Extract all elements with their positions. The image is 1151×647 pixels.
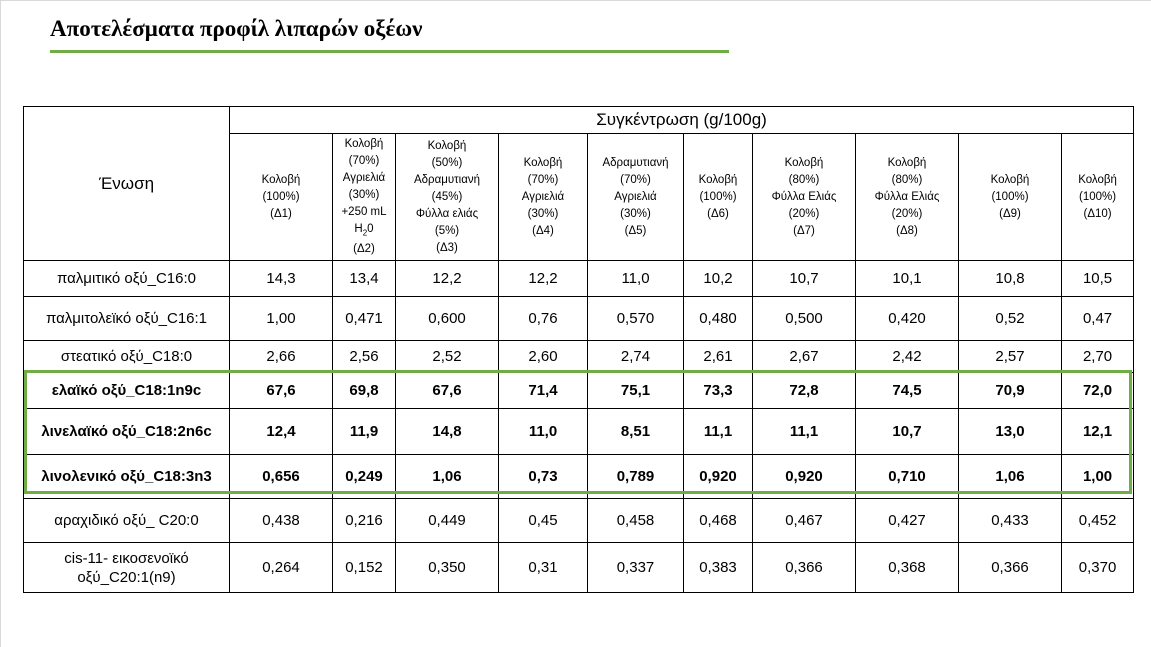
- table-row: [24, 455, 1134, 499]
- sample-header-line: +250 mL: [341, 205, 387, 218]
- slide-frame-left: [0, 0, 1, 647]
- sample-column-header: [230, 134, 333, 261]
- compound-name-cell: παλμιτολεϊκό οξύ_C16:1: [24, 297, 230, 341]
- compound-name-cell: αραχιδικό οξύ_ C20:0: [24, 499, 230, 543]
- concentration-header: Συγκέντρωση (g/100g): [230, 107, 1134, 134]
- value-cell: 11,0: [499, 409, 588, 455]
- value-cell: 0,366: [753, 543, 856, 593]
- slide-frame-top: [0, 0, 1151, 1]
- sample-header-line: (70%): [348, 154, 380, 167]
- value-cell: 13,0: [959, 409, 1062, 455]
- sample-header-line: (Δ7): [793, 224, 815, 237]
- value-cell: 13,4: [333, 261, 396, 297]
- sample-header-line: Κολοβή: [698, 173, 738, 186]
- slide-title: Αποτελέσματα προφίλ λιπαρών οξέων: [50, 16, 423, 41]
- value-cell: 10,1: [856, 261, 959, 297]
- table-row: [24, 543, 1134, 593]
- sample-header-line: (Δ5): [624, 224, 647, 237]
- value-cell: 0,458: [588, 499, 684, 543]
- sample-header-line: (50%): [431, 156, 463, 169]
- water-subscript: 2: [362, 228, 368, 238]
- sample-header-line: (80%): [788, 173, 820, 186]
- sample-column-header: [753, 134, 856, 261]
- sample-header-line: (5%): [434, 224, 460, 237]
- table-row: [24, 261, 1134, 297]
- table-row: [24, 409, 1134, 455]
- value-cell: 0,45: [499, 499, 588, 543]
- sample-header-line: Κολοβή: [990, 173, 1030, 186]
- value-cell: 12,2: [396, 261, 499, 297]
- compound-name-line: cis-11- εικοσενοϊκό: [64, 549, 189, 567]
- value-cell: 2,56: [333, 341, 396, 373]
- value-cell: 67,6: [230, 373, 333, 409]
- value-cell: 0,47: [1062, 297, 1134, 341]
- title-underline: [50, 50, 729, 53]
- sample-header-line: (Δ2): [353, 243, 375, 256]
- sample-header-line: Αγριελιά: [614, 190, 657, 203]
- sample-header-line: (30%): [527, 207, 559, 220]
- value-cell: 0,467: [753, 499, 856, 543]
- value-cell: 0,368: [856, 543, 959, 593]
- value-cell: 0,366: [959, 543, 1062, 593]
- value-cell: 74,5: [856, 373, 959, 409]
- value-cell: 12,1: [1062, 409, 1134, 455]
- sample-header-line: (20%): [788, 207, 820, 220]
- sample-header-line: Φύλλα Ελιάς: [874, 190, 940, 203]
- value-cell: 0,31: [499, 543, 588, 593]
- value-cell: 71,4: [499, 373, 588, 409]
- sample-header-line: (30%): [620, 207, 651, 220]
- value-cell: 0,920: [753, 455, 856, 499]
- compound-name-cell: παλμιτικό οξύ_C16:0: [24, 261, 230, 297]
- value-cell: 72,0: [1062, 373, 1134, 409]
- sample-header-line: Κολοβή: [1078, 173, 1117, 186]
- value-cell: 0,249: [333, 455, 396, 499]
- value-cell: 73,3: [684, 373, 753, 409]
- sample-header-line: (70%): [527, 173, 559, 186]
- sample-header-line: (Δ3): [436, 241, 458, 254]
- sample-column-header: [1062, 134, 1134, 261]
- value-cell: 2,67: [753, 341, 856, 373]
- compound-name-cell: λινολενικό οξύ_C18:3n3: [24, 455, 230, 499]
- sample-header-line: (Δ6): [707, 207, 729, 220]
- sample-column-header: [856, 134, 959, 261]
- value-cell: 1,00: [1062, 455, 1134, 499]
- value-cell: 10,5: [1062, 261, 1134, 297]
- value-cell: 0,920: [684, 455, 753, 499]
- sample-header-line: (100%): [991, 190, 1029, 203]
- value-cell: 2,66: [230, 341, 333, 373]
- value-cell: 0,452: [1062, 499, 1134, 543]
- value-cell: 0,370: [1062, 543, 1134, 593]
- value-cell: 72,8: [753, 373, 856, 409]
- sample-header-line: Φύλλα ελιάς: [415, 207, 479, 220]
- sample-column-header: [333, 134, 396, 261]
- fatty-acid-results-table: [23, 106, 1134, 593]
- value-cell: 12,2: [499, 261, 588, 297]
- value-cell: 11,9: [333, 409, 396, 455]
- sample-header-line: Αγριελιά: [342, 171, 386, 184]
- value-cell: 1,06: [396, 455, 499, 499]
- sample-header-line: Κολοβή: [784, 156, 824, 169]
- sample-header-line: Κολοβή: [887, 156, 927, 169]
- sample-column-header: [959, 134, 1062, 261]
- value-cell: 8,51: [588, 409, 684, 455]
- sample-header-line: (45%): [431, 190, 463, 203]
- compound-name-cell: στεατικό οξύ_C18:0: [24, 341, 230, 373]
- sample-header-line: (100%): [1079, 190, 1117, 203]
- sample-header-line: Αγριελιά: [521, 190, 565, 203]
- value-cell: 10,7: [856, 409, 959, 455]
- compound-column-header: Ένωση: [24, 107, 230, 261]
- value-cell: 11,1: [753, 409, 856, 455]
- value-cell: 2,60: [499, 341, 588, 373]
- sample-header-line: (100%): [262, 190, 300, 203]
- sample-header-line: (Δ9): [999, 207, 1021, 220]
- compound-name-line: οξύ_C20:1(n9): [77, 568, 176, 586]
- value-cell: 11,0: [588, 261, 684, 297]
- value-cell: 0,480: [684, 297, 753, 341]
- sample-column-header: [588, 134, 684, 261]
- value-cell: 0,216: [333, 499, 396, 543]
- value-cell: 0,76: [499, 297, 588, 341]
- compound-name-cell: [24, 543, 230, 593]
- sample-header-line: (100%): [699, 190, 737, 203]
- value-cell: 0,52: [959, 297, 1062, 341]
- sample-header-line: (80%): [891, 173, 923, 186]
- sample-header-line: Κολοβή: [261, 173, 301, 186]
- value-cell: 0,264: [230, 543, 333, 593]
- sample-header-line: Αδραμυτιανή: [602, 156, 669, 169]
- value-cell: 0,500: [753, 297, 856, 341]
- sample-column-header: [499, 134, 588, 261]
- value-cell: 67,6: [396, 373, 499, 409]
- table-row: [24, 341, 1134, 373]
- value-cell: 0,449: [396, 499, 499, 543]
- value-cell: 14,3: [230, 261, 333, 297]
- value-cell: 14,8: [396, 409, 499, 455]
- sample-header-line: (70%): [620, 173, 651, 186]
- table-row: [24, 373, 1134, 409]
- sample-header-line: (Δ1): [270, 207, 292, 220]
- value-cell: 0,656: [230, 455, 333, 499]
- value-cell: 0,710: [856, 455, 959, 499]
- value-cell: 2,70: [1062, 341, 1134, 373]
- sample-header-line: Κολοβή: [523, 156, 563, 169]
- value-cell: 2,57: [959, 341, 1062, 373]
- sample-header-line: (30%): [348, 188, 380, 201]
- table-row: [24, 297, 1134, 341]
- value-cell: 10,8: [959, 261, 1062, 297]
- compound-name-cell: ελαϊκό οξύ_C18:1n9c: [24, 373, 230, 409]
- value-cell: 0,350: [396, 543, 499, 593]
- value-cell: 0,600: [396, 297, 499, 341]
- value-cell: 0,337: [588, 543, 684, 593]
- value-cell: 75,1: [588, 373, 684, 409]
- sample-header-line: Φύλλα Ελιάς: [771, 190, 837, 203]
- value-cell: 2,74: [588, 341, 684, 373]
- sample-header-line: $H_20$: [354, 222, 374, 238]
- value-cell: 0,420: [856, 297, 959, 341]
- value-cell: 0,427: [856, 499, 959, 543]
- sample-header-line: (Δ8): [896, 224, 918, 237]
- value-cell: 2,52: [396, 341, 499, 373]
- sample-header-line: (20%): [891, 207, 923, 220]
- value-cell: 10,7: [753, 261, 856, 297]
- value-cell: 2,61: [684, 341, 753, 373]
- water-tail: 0: [367, 222, 374, 235]
- value-cell: 0,468: [684, 499, 753, 543]
- value-cell: 0,789: [588, 455, 684, 499]
- value-cell: 70,9: [959, 373, 1062, 409]
- value-cell: 1,00: [230, 297, 333, 341]
- value-cell: 0,73: [499, 455, 588, 499]
- value-cell: 2,42: [856, 341, 959, 373]
- value-cell: 0,152: [333, 543, 396, 593]
- compound-name-cell: λινελαϊκό οξύ_C18:2n6c: [24, 409, 230, 455]
- value-cell: 1,06: [959, 455, 1062, 499]
- value-cell: 0,438: [230, 499, 333, 543]
- sample-header-line: (Δ4): [532, 224, 554, 237]
- value-cell: 10,2: [684, 261, 753, 297]
- value-cell: 11,1: [684, 409, 753, 455]
- value-cell: 69,8: [333, 373, 396, 409]
- value-cell: 0,433: [959, 499, 1062, 543]
- table-row: [24, 499, 1134, 543]
- value-cell: 12,4: [230, 409, 333, 455]
- sample-column-header: [396, 134, 499, 261]
- sample-header-line: Κολοβή: [344, 137, 384, 150]
- sample-header-line: (Δ10): [1083, 207, 1112, 220]
- value-cell: 0,471: [333, 297, 396, 341]
- sample-column-header: [684, 134, 753, 261]
- sample-header-line: Κολοβή: [427, 139, 467, 152]
- sample-header-line: Αδραμυτιανή: [413, 173, 481, 186]
- value-cell: 0,570: [588, 297, 684, 341]
- value-cell: 0,383: [684, 543, 753, 593]
